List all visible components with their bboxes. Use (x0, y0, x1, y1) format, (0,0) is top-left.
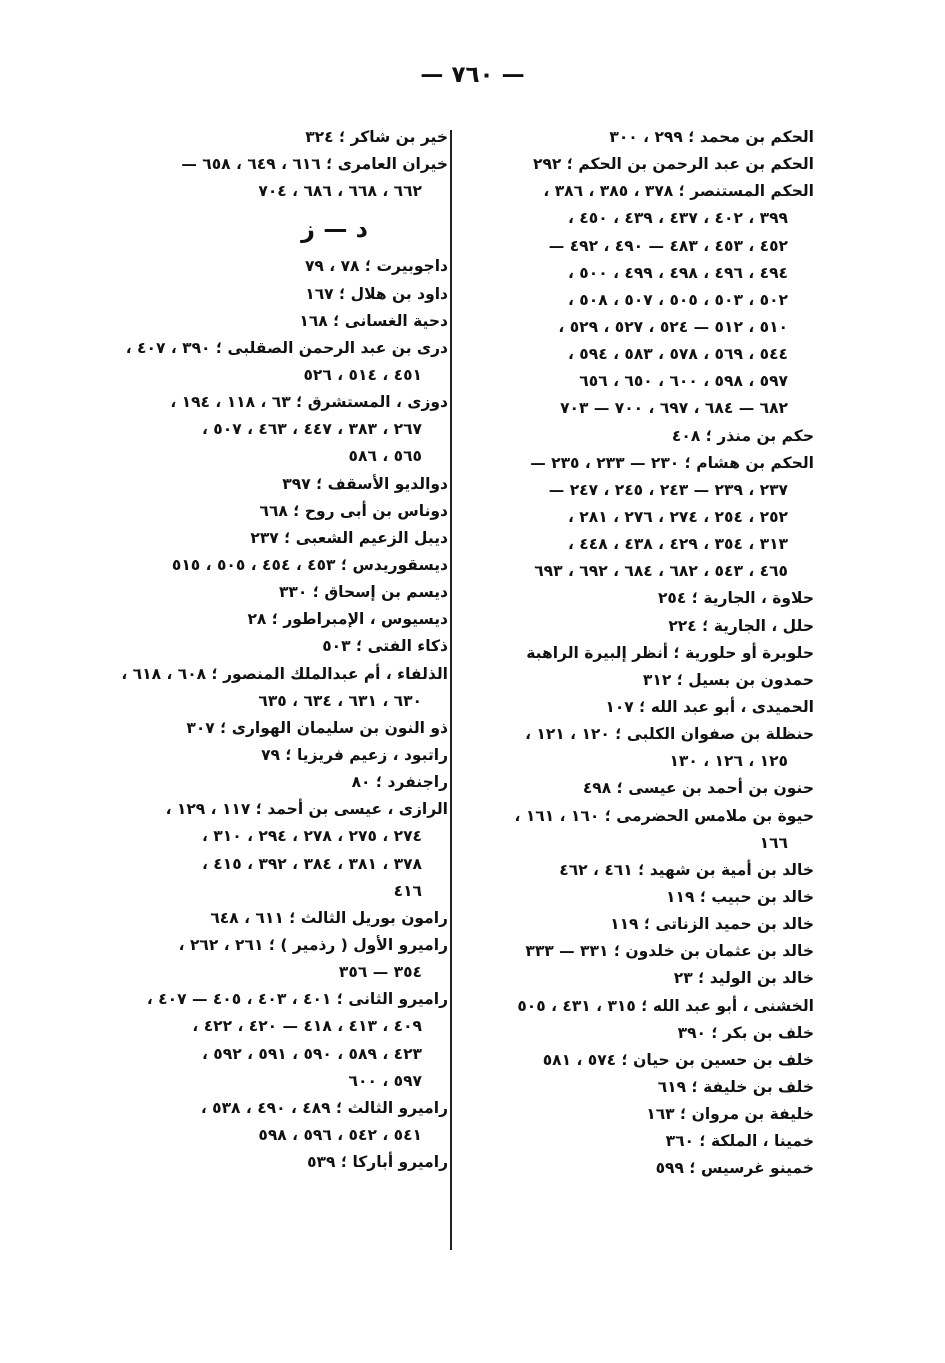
index-entry: رامون بوريل الثالث ؛ ٦١١ ، ٦٤٨ (210, 908, 448, 927)
index-entry-continuation: ٤٩٤ ، ٤٩٦ ، ٤٩٨ ، ٤٩٩ ، ٥٠٠ ، (568, 263, 788, 282)
column-divider (450, 130, 452, 1250)
index-entries-left-top (104, 124, 448, 205)
index-entry: راجنفرد ؛ ٨٠ (351, 773, 448, 792)
index-entry: راميرو الثانى ؛ ٤٠١ ، ٤٠٣ ، ٤٠٥ — ٤٠٧ ، (146, 990, 448, 1009)
index-entry: حلل ، الجارية ؛ ٢٢٤ (668, 616, 814, 635)
index-entry: الحكم المستنصر ؛ ٣٧٨ ، ٣٨٥ ، ٣٨٦ ، (543, 182, 814, 201)
index-entry: حنظلة بن صفوان الكلبى ؛ ١٢٠ ، ١٢١ ، (525, 725, 814, 744)
index-entry: ديبل الزعيم الشعبى ؛ ٢٣٧ (250, 528, 448, 547)
index-entry: حمدون بن بسيل ؛ ٣١٢ (642, 670, 814, 689)
index-entry-continuation: ٥٩٧ ، ٥٩٨ ، ٦٠٠ ، ٦٥٠ ، ٦٥٦ (579, 372, 788, 391)
index-entry-continuation: ٥٦٥ ، ٥٨٦ (348, 447, 422, 466)
index-column-left (104, 124, 448, 1176)
index-entry: ديسيوس ، الإمبراطور ؛ ٢٨ (247, 610, 448, 629)
index-entry-continuation: ٣٥٤ — ٣٥٦ (338, 963, 422, 982)
index-entry-continuation: ٤٠٩ ، ٤١٣ ، ٤١٨ — ٤٢٠ ، ٤٢٢ ، (192, 1017, 422, 1036)
index-entry: خالد بن حميد الزناتى ؛ ١١٩ (610, 915, 814, 934)
index-entry-continuation: ٢٧٤ ، ٢٧٥ ، ٢٧٨ ، ٢٩٤ ، ٣١٠ ، (202, 827, 422, 846)
index-entry: ديسقوريدس ؛ ٤٥٣ ، ٤٥٤ ، ٥٠٥ ، ٥١٥ (171, 555, 448, 574)
index-entry: خليفة بن مروان ؛ ١٦٣ (646, 1105, 814, 1124)
index-entry: ديسم بن إسحاق ؛ ٣٣٠ (278, 583, 448, 602)
index-entry: داجوبيرت ؛ ٧٨ ، ٧٩ (304, 257, 448, 276)
index-entry: راتبود ، زعيم فريزيا ؛ ٧٩ (261, 745, 448, 764)
index-entry-continuation: ٤٢٣ ، ٥٨٩ ، ٥٩٠ ، ٥٩١ ، ٥٩٢ ، (202, 1044, 422, 1063)
index-entry-continuation: ٥٩٧ ، ٦٠٠ (348, 1071, 422, 1090)
index-entry: خلف بن حسين بن حيان ؛ ٥٧٤ ، ٥٨١ (542, 1050, 814, 1069)
section-heading: د — ز (301, 215, 368, 244)
index-entry-continuation: ٤٥١ ، ٥١٤ ، ٥٢٦ (303, 365, 422, 384)
index-entry-continuation: ٦٨٢ — ٦٨٤ ، ٦٩٧ ، ٧٠٠ — ٧٠٣ (560, 399, 788, 418)
index-entry: دوناس بن أبى روح ؛ ٦٦٨ (259, 501, 448, 520)
index-entry: راميرو الأول ( رذمير ) ؛ ٢٦١ ، ٢٦٢ ، (178, 935, 448, 954)
index-entry: خالد بن أمية بن شهيد ؛ ٤٦١ ، ٤٦٢ (559, 860, 814, 879)
index-entry: الحكم بن عبد الرحمن بن الحكم ؛ ٢٩٢ (533, 155, 814, 174)
index-entry: خالد بن عثمان بن خلدون ؛ ٣٣١ — ٣٣٣ (525, 942, 814, 961)
index-entries-left (104, 253, 448, 1176)
index-entry: درى بن عبد الرحمن الصقلبى ؛ ٣٩٠ ، ٤٠٧ ، (125, 338, 448, 357)
index-entry: الحكم بن هشام ؛ ٢٣٠ — ٢٣٣ ، ٢٣٥ — (530, 453, 814, 472)
index-entry-continuation: ١٢٥ ، ١٢٦ ، ١٣٠ (669, 752, 788, 771)
index-entry-continuation: ١٦٦ (759, 833, 788, 852)
index-entry: خير بن شاكر ؛ ٣٢٤ (305, 128, 448, 146)
index-entry: دوزى ، المستشرق ؛ ٦٣ ، ١١٨ ، ١٩٤ ، (170, 393, 448, 412)
index-entry-continuation: ٢٣٧ ، ٢٣٩ — ٢٤٣ ، ٢٤٥ ، ٢٤٧ — (548, 480, 788, 499)
index-entry-continuation: ٦٦٢ ، ٦٦٨ ، ٦٨٦ ، ٧٠٤ (258, 182, 422, 201)
index-entry: الخشنى ، أبو عبد الله ؛ ٣١٥ ، ٤٣١ ، ٥٠٥ (517, 996, 814, 1015)
index-entry: حكم بن منذر ؛ ٤٠٨ (671, 426, 814, 445)
index-entry: دوالديو الأسقف ؛ ٣٩٧ (282, 474, 448, 493)
index-entry-continuation: ٢٦٧ ، ٣٨٣ ، ٤٤٧ ، ٤٦٣ ، ٥٠٧ ، (202, 420, 422, 439)
index-column-right (462, 124, 814, 1182)
index-entry: راميرو أباركا ؛ ٥٣٩ (307, 1153, 448, 1172)
index-entry-continuation: ٥٤٤ ، ٥٦٩ ، ٥٧٨ ، ٥٨٣ ، ٥٩٤ ، (568, 345, 788, 364)
index-entry-continuation: ٣٧٨ ، ٣٨١ ، ٣٨٤ ، ٣٩٢ ، ٤١٥ ، (202, 854, 422, 873)
index-entry: حيوة بن ملامس الحضرمى ؛ ١٦٠ ، ١٦١ ، (514, 806, 814, 825)
index-entry: خمينو غرسيس ؛ ٥٩٩ (655, 1159, 814, 1178)
index-entry: حلوبرة أو حلورية ؛ أنظر إلبيرة الراهبة (526, 643, 814, 662)
index-entry: خمينا ، الملكة ؛ ٣٦٠ (665, 1132, 814, 1151)
page-number: — ٧٦٠ — (420, 62, 525, 88)
index-entry: راميرو الثالث ؛ ٤٨٩ ، ٤٩٠ ، ٥٣٨ ، (200, 1098, 448, 1117)
index-entry-continuation: ٥١٠ ، ٥١٢ — ٥٢٤ ، ٥٢٧ ، ٥٢٩ ، (558, 317, 788, 336)
index-entry: خلف بن بكر ؛ ٣٩٠ (677, 1023, 814, 1042)
index-entry-continuation: ٣٩٩ ، ٤٠٢ ، ٤٣٧ ، ٤٣٩ ، ٤٥٠ ، (568, 209, 788, 228)
index-entry: دحية الغسانى ؛ ١٦٨ (299, 311, 448, 330)
index-entry: حلاوة ، الجارية ؛ ٢٥٤ (657, 589, 814, 608)
index-entry: الحكم بن محمد ؛ ٢٩٩ ، ٣٠٠ (609, 128, 814, 146)
index-entry: ذكاء الفتى ؛ ٥٠٣ (322, 637, 448, 656)
index-entry: خيران العامرى ؛ ٦١٦ ، ٦٤٩ ، ٦٥٨ — (181, 155, 448, 174)
index-entry: خلف بن خليفة ؛ ٦١٩ (657, 1077, 814, 1096)
index-entry-continuation: ٦٣٠ ، ٦٣١ ، ٦٣٤ ، ٦٣٥ (258, 691, 422, 710)
index-entry: حنون بن أحمد بن عيسى ؛ ٤٩٨ (582, 779, 814, 798)
index-entry: داود بن هلال ؛ ١٦٧ (305, 284, 448, 303)
index-entry-continuation: ٤٦٥ ، ٥٤٣ ، ٦٨٢ ، ٦٨٤ ، ٦٩٢ ، ٦٩٣ (534, 562, 788, 581)
index-entry-continuation: ٤١٦ (393, 881, 422, 900)
index-entry: الذلفاء ، أم عبدالملك المنصور ؛ ٦٠٨ ، ٦١٨ ، (121, 664, 448, 683)
index-entry-continuation: ٣١٣ ، ٣٥٤ ، ٤٢٩ ، ٤٣٨ ، ٤٤٨ ، (568, 535, 788, 554)
index-entry: خالد بن حبيب ؛ ١١٩ (666, 887, 814, 906)
index-entry: الرازى ، عيسى بن أحمد ؛ ١١٧ ، ١٢٩ ، (165, 800, 448, 819)
index-entry: ذو النون بن سليمان الهوارى ؛ ٣٠٧ (186, 718, 448, 737)
index-entry-continuation: ٥٤١ ، ٥٤٢ ، ٥٩٦ ، ٥٩٨ (258, 1125, 422, 1144)
index-entry: الحميدى ، أبو عبد الله ؛ ١٠٧ (605, 697, 814, 716)
index-entry: خالد بن الوليد ؛ ٢٣ (673, 969, 814, 988)
index-entry-continuation: ٢٥٢ ، ٢٥٤ ، ٢٧٤ ، ٢٧٦ ، ٢٨١ ، (568, 507, 788, 526)
index-entry-continuation: ٤٥٢ ، ٤٥٣ ، ٤٨٣ — ٤٩٠ ، ٤٩٢ — (548, 236, 788, 255)
index-entry-continuation: ٥٠٢ ، ٥٠٣ ، ٥٠٥ ، ٥٠٧ ، ٥٠٨ ، (568, 290, 788, 309)
